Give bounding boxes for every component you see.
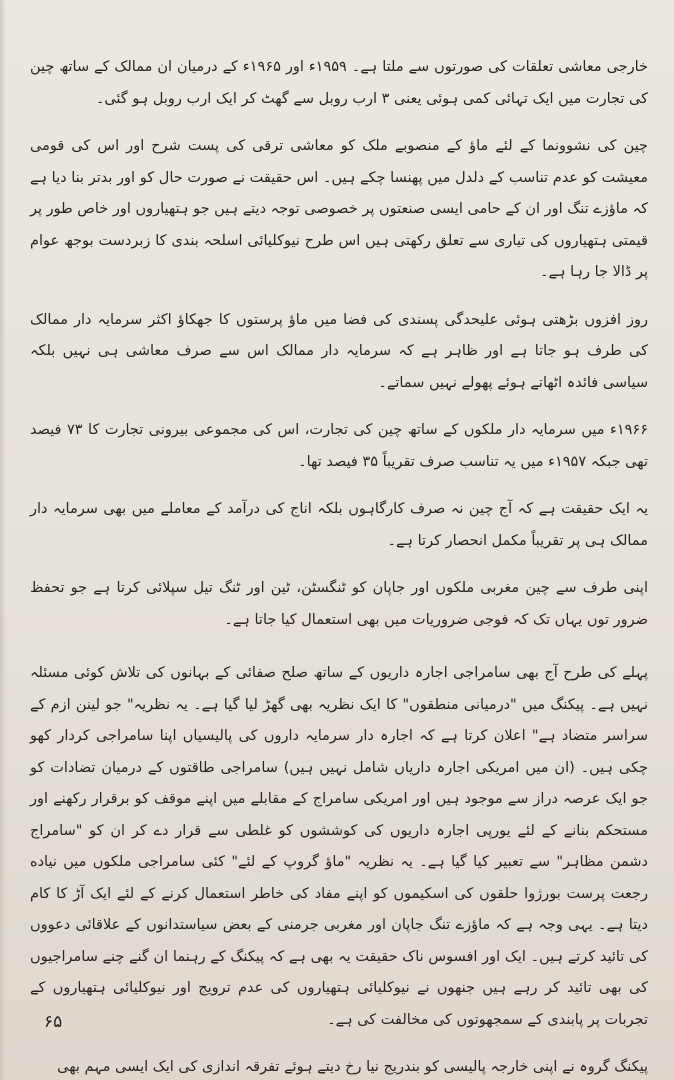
paragraph-middle-zones: پہلے کی طرح آج بھی سامراجی اجارہ داریوں کے ساتھ صلح صفائی کے بہانوں کی تلاش کوئی مسئلہ نہیں ہے۔ پیکنگ میں "درمیانی منطقوں" کا ایک نظریہ بھی گھڑ لیا گیا ہے۔ یہ نظریہ" جو لینن ازم کے سراسر متضاد ہے" اعلان کرتا ہے کہ اجارہ دار سرمایہ داروں کی پالیسیاں اپنا سامراجی کردار کھو چکی ہیں۔ (ان میں امریکی اجارہ داریاں شامل نہیں ہیں) سامراجی طاقتوں کے درمیان تضادات کو جو ایک عرصہ دراز سے موجود ہیں اور امریکی سامراج کے مقابلے میں اپنے موقف کو برقرار رکھنے اور مستحکم بنانے کے لئے یورپی اجارہ داریوں کی کوششوں کو غلطی سے قرار دے کر ان کو "سامراج دشمن مظاہر" سے تعبیر کیا گیا ہے۔ یہ نظریہ "ماؤ گروپ کے لئے" کئی سامراجی ملکوں میں نیاده رجعت پرست بورژوا حلقوں کی اسکیموں کو اپنے مفاد کی خاطر استعمال کرنے کے لئے ایک آڑ کا کام دیتا ہے۔ یہی وجہ ہے کہ ماؤزے تنگ جاپان اور مغربی جرمنی کے بعض سیاستدانوں کے علاقائی دعووں کی تائید کرتے ہیں۔ ایک اور افسوس ناک حقیقت یہ بھی ہے کہ پیکنگ کے رہنما ان گنے چنے سامراجیوں کی بھی تائید کر رہے ہیں جنھوں نے نیوکلیائی ہتھیاروں کی عدم ترویج اور نیوکلیائی ہتھیاروں کے تجربات پر پابندی کے سمجھوتوں کی مخالفت کی ہے۔ [30,665,648,1028]
paragraph-exports: اپنی طرف سے چین مغربی ملکوں اور جاپان کو ٹنگسٹن، ٹین اور ٹنگ تیل سپلائی کرتا ہے جو تحفظ ضرور توں یہاں تک کہ فوجی ضروریات میں بھی استعمال کیا جاتا ہے۔ [30,580,648,628]
paragraph-peking-group: پیکنگ گروہ نے اپنی خارجہ پالیسی کو بندریج نیا رخ دیتے ہوئے تفرقہ اندازی کی ایک ایسی مہم بھی [57,1059,648,1075]
paragraph-mao-plans: چین کی نشوونما کے لئے ماؤ کے منصوبے ملک کو معاشی ترقی کی پست شرح اور اس کی قومی معیشت کو عدم تناسب کے دلدل میں پھنسا چکے ہیں۔ اس حقیقت نے صورت حال کو اور بدتر بنا دیا ہے کہ ماؤزے تنگ اور ان کے حامی ایسی صنعتوں پر خصوصی توجہ دیتے ہیں جو ہتھیاروں اور خاص طور پر قیمتی ہتھیاروں کی تیاری سے تعلق رکھتی ہیں اس طرح نیوکلیائی اسلحہ بندی کا زبردست بوجھ عوام پر ڈالا جا رہا ہے۔ [30,138,648,280]
paragraph-isolationism: روز افزوں بڑھتی ہوئی علیحدگی پسندی کی فضا میں ماؤ پرستوں کا جھکاؤ اکثر سرمایہ دار ممالک کی طرف ہو جاتا ہے اور ظاہر ہے کہ سرمایہ دار ممالک اس سے صرف معاشی ہی نہیں بلکہ سیاسی فائدہ اٹھاتے ہوئے پھولے نہیں سماتے۔ [30,311,648,391]
paragraph-dependence: یہ ایک حقیقت ہے کہ آج چین نہ صرف کارگاہوں بلکہ اناج کی درآمد کے معاملے میں بھی سرمایہ دار ممالک ہی پر تقریباً مکمل انحصار کرتا ہے۔ [30,501,648,549]
paragraph-trade-share: ۱۹۶۶ء میں سرمایہ دار ملکوں کے ساتھ چین کی تجارت، اس کی مجموعی بیرونی تجارت کا ۷۳ فیصد تھی جبکہ ۱۹۵۷ء میں یہ تناسب صرف تقریباً ۳۵ فیصد تھا۔ [30,422,648,470]
paragraph-trade-decline: خارجی معاشی تعلقات کی صورتوں سے ملتا ہے۔ ۱۹۵۹ء اور ۱۹۶۵ء کے درمیان ان ممالک کے ساتھ چین کی تجارت میں ایک تہائی کمی ہوئی یعنی ۳ ارب روبل سے گھٹ کر ایک ارب روبل ہو گئی۔ [30,59,648,107]
page-body [30,52,648,1080]
page-number: ۶۵ [44,1012,63,1032]
